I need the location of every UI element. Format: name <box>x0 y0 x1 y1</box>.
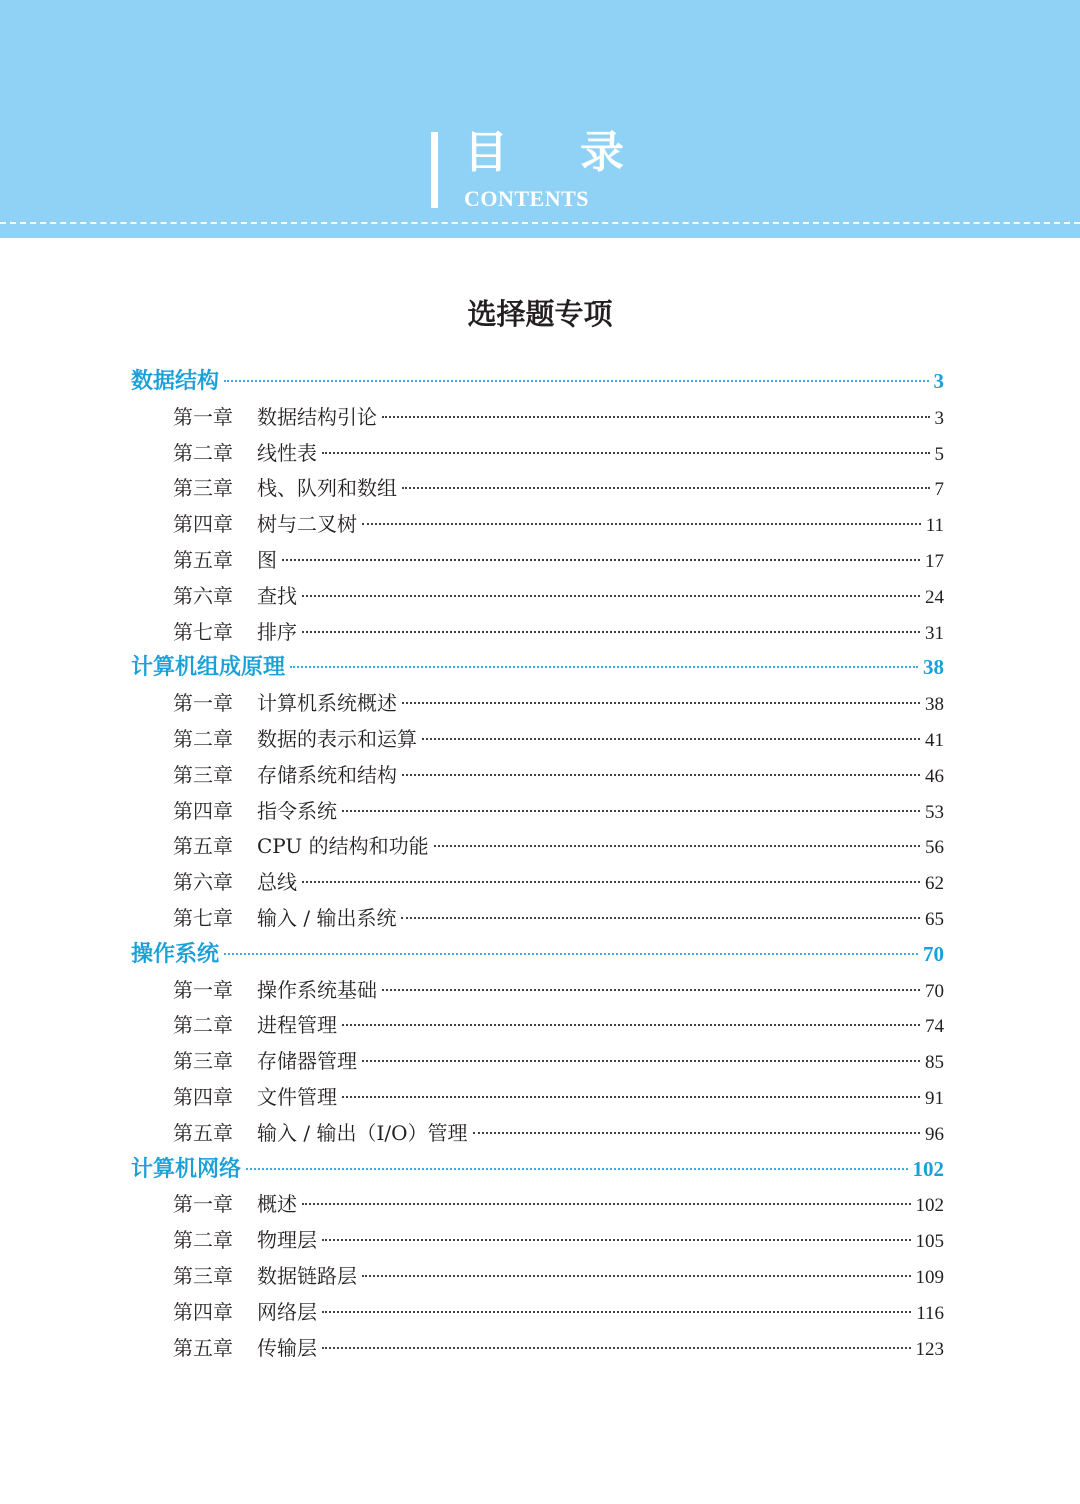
toc-chapter-entry[interactable] <box>173 1295 944 1329</box>
toc-chapter-title: 输入 / 输出（I/O）管理 <box>257 1120 468 1145</box>
toc-chapter-page: 5 <box>934 443 944 465</box>
toc-part-entry[interactable] <box>131 937 944 971</box>
toc-leader-dots <box>342 810 920 812</box>
toc-leader-dots <box>402 702 920 704</box>
toc-chapter-number: 第五章 <box>173 548 233 572</box>
toc-chapter-entry[interactable] <box>173 865 944 899</box>
toc-chapter-page: 65 <box>925 909 944 930</box>
header-accent-bar <box>431 132 438 208</box>
toc-part-page: 102 <box>912 1156 944 1181</box>
toc-chapter-page: 31 <box>925 622 944 644</box>
toc-leader-dots <box>382 989 920 991</box>
toc-part-page: 3 <box>933 369 944 393</box>
toc-chapter-page: 53 <box>925 801 944 823</box>
toc-chapter-entry[interactable] <box>173 829 944 863</box>
toc-chapter-page: 105 <box>915 1231 944 1253</box>
toc-chapter-title: 图 <box>257 548 277 572</box>
toc-chapter-title: 网络层 <box>257 1299 317 1324</box>
toc-leader-dots <box>322 452 930 454</box>
toc-chapter-number: 第三章 <box>173 1049 233 1074</box>
toc-chapter-entry[interactable] <box>173 686 944 720</box>
toc-chapter-entry[interactable] <box>173 543 944 577</box>
toc-leader-dots <box>302 1203 911 1205</box>
toc-chapter-entry[interactable] <box>173 1044 944 1078</box>
toc-part-page: 38 <box>923 655 944 680</box>
toc-chapter-number: 第三章 <box>173 1264 233 1288</box>
toc-leader-dots <box>362 1275 911 1277</box>
toc-chapter-title: 排序 <box>257 619 297 644</box>
toc-chapter-number: 第一章 <box>173 691 233 716</box>
toc-chapter-number: 第六章 <box>173 870 233 895</box>
toc-chapter-entry[interactable] <box>173 400 944 434</box>
toc-chapter-title: 数据结构引论 <box>257 404 377 429</box>
toc-chapter-number: 第五章 <box>173 1120 233 1145</box>
toc-chapter-page: 11 <box>925 515 944 537</box>
toc-chapter-number: 第五章 <box>173 1335 233 1360</box>
toc-leader-dots <box>322 1347 911 1349</box>
toc-chapter-entry[interactable] <box>173 1331 944 1365</box>
toc-chapter-number: 第四章 <box>173 1085 233 1109</box>
toc-chapter-number: 第二章 <box>173 440 233 465</box>
toc-chapter-number: 第二章 <box>173 1228 233 1253</box>
toc-chapter-title: 总线 <box>257 870 297 895</box>
toc-leader-dots <box>322 1239 911 1241</box>
toc-chapter-page: 96 <box>925 1123 944 1145</box>
toc-chapter-page: 116 <box>916 1302 944 1324</box>
page-title-char-2: 录 <box>580 127 624 178</box>
toc-leader-dots <box>401 917 920 919</box>
section-title: 选择题专项 <box>467 297 613 331</box>
toc-chapter-entry[interactable] <box>173 901 944 935</box>
toc-chapter-entry[interactable] <box>173 507 944 541</box>
toc-chapter-number: 第五章 <box>173 834 233 859</box>
toc-chapter-entry[interactable] <box>173 615 944 649</box>
toc-chapter-page: 46 <box>925 765 944 787</box>
toc-part-entry[interactable] <box>131 1152 944 1186</box>
toc-chapter-entry[interactable] <box>173 471 944 505</box>
toc-chapter-page: 56 <box>925 837 944 859</box>
toc-chapter-page: 85 <box>925 1052 944 1074</box>
toc-chapter-page: 3 <box>934 407 944 429</box>
toc-chapter-title: 输入 / 输出系统 <box>257 906 397 930</box>
toc-chapter-title: 查找 <box>257 583 297 608</box>
toc-chapter-entry[interactable] <box>173 436 944 470</box>
toc-leader-dots <box>322 1311 911 1313</box>
toc-chapter-entry[interactable] <box>173 758 944 792</box>
toc-chapter-title: 存储系统和结构 <box>257 762 397 787</box>
toc-leader-dots <box>402 774 920 776</box>
toc-leader-dots <box>342 1024 920 1026</box>
toc-chapter-page: 74 <box>925 1016 944 1038</box>
toc-chapter-title: CPU 的结构和功能 <box>257 834 429 859</box>
toc-chapter-number: 第六章 <box>173 583 233 608</box>
page-title-char-1: 目 <box>464 127 508 178</box>
toc-chapter-number: 第七章 <box>173 619 233 644</box>
toc-chapter-number: 第三章 <box>173 476 233 501</box>
toc-chapter-title: 栈、队列和数组 <box>257 476 397 501</box>
header-divider <box>0 222 1080 224</box>
toc-chapter-entry[interactable] <box>173 1223 944 1257</box>
toc-chapter-title: 传输层 <box>257 1335 317 1360</box>
toc-part-page: 70 <box>923 941 944 966</box>
toc-leader-dots <box>362 523 921 525</box>
toc-chapter-title: 计算机系统概述 <box>257 691 397 716</box>
toc-chapter-page: 7 <box>934 479 944 501</box>
toc-chapter-page: 102 <box>915 1195 944 1217</box>
toc-chapter-title: 操作系统基础 <box>257 977 377 1002</box>
toc-chapter-entry[interactable] <box>173 1080 944 1114</box>
toc-chapter-number: 第一章 <box>173 1192 233 1217</box>
toc-chapter-number: 第七章 <box>173 906 233 930</box>
toc-leader-dots <box>342 1096 920 1098</box>
toc-leader-dots <box>246 1168 907 1170</box>
toc-chapter-title: 数据的表示和运算 <box>257 727 417 751</box>
toc-leader-dots <box>434 845 920 847</box>
toc-chapter-page: 70 <box>925 980 944 1002</box>
toc-chapter-title: 指令系统 <box>257 798 337 823</box>
toc-chapter-title: 存储器管理 <box>257 1049 357 1074</box>
toc-chapter-title: 树与二叉树 <box>257 512 357 537</box>
toc-leader-dots <box>290 666 918 668</box>
toc-leader-dots <box>224 953 918 955</box>
toc-chapter-page: 62 <box>925 873 944 895</box>
toc-chapter-entry[interactable] <box>173 794 944 828</box>
toc-chapter-title: 文件管理 <box>257 1085 337 1109</box>
toc-chapter-page: 123 <box>915 1338 944 1360</box>
toc-leader-dots <box>282 559 920 561</box>
toc-chapter-number: 第二章 <box>173 727 233 751</box>
toc-chapter-entry[interactable] <box>173 1008 944 1042</box>
toc-chapter-page: 109 <box>915 1267 944 1288</box>
toc-leader-dots <box>473 1132 921 1134</box>
toc-leader-dots <box>362 1060 920 1062</box>
toc-chapter-page: 24 <box>925 586 944 608</box>
toc-chapter-title: 进程管理 <box>257 1013 337 1038</box>
toc-part-title: 计算机组成原理 <box>131 655 286 681</box>
page-title <box>464 128 624 178</box>
toc-leader-dots <box>382 416 930 418</box>
toc-part-entry[interactable] <box>131 364 944 398</box>
toc-chapter-number: 第一章 <box>173 977 233 1002</box>
toc-chapter-entry[interactable] <box>173 722 944 756</box>
toc-chapter-page: 91 <box>925 1088 944 1109</box>
toc-part-entry[interactable] <box>131 650 944 684</box>
toc-chapter-number: 第二章 <box>173 1013 233 1038</box>
toc-leader-dots <box>302 595 920 597</box>
toc-leader-dots <box>302 881 920 883</box>
toc-chapter-entry[interactable] <box>173 579 944 613</box>
toc-chapter-number: 第四章 <box>173 798 233 823</box>
toc-leader-dots <box>224 380 928 382</box>
toc-chapter-entry[interactable] <box>173 1187 944 1221</box>
toc-chapter-entry[interactable] <box>173 973 944 1007</box>
toc-chapter-title: 概述 <box>257 1192 297 1217</box>
toc-leader-dots <box>302 631 920 633</box>
toc-chapter-number: 第一章 <box>173 404 233 429</box>
toc-part-title: 数据结构 <box>131 369 220 394</box>
toc-chapter-number: 第四章 <box>173 1299 233 1324</box>
toc-part-title: 计算机网络 <box>131 1156 242 1182</box>
page-subtitle: CONTENTS <box>464 186 590 211</box>
toc-leader-dots <box>402 487 930 489</box>
toc-chapter-page: 38 <box>925 694 944 716</box>
toc-chapter-entry[interactable] <box>173 1259 944 1293</box>
toc-chapter-title: 线性表 <box>257 440 317 465</box>
toc-chapter-page: 41 <box>925 730 944 751</box>
toc-chapter-entry[interactable] <box>173 1116 944 1150</box>
toc-chapter-number: 第四章 <box>173 512 233 537</box>
toc-chapter-page: 17 <box>925 551 944 572</box>
toc-part-title: 操作系统 <box>131 941 220 967</box>
toc-leader-dots <box>422 738 920 740</box>
toc-chapter-title: 物理层 <box>257 1228 317 1253</box>
toc-chapter-number: 第三章 <box>173 762 233 787</box>
toc-chapter-title: 数据链路层 <box>257 1264 357 1288</box>
